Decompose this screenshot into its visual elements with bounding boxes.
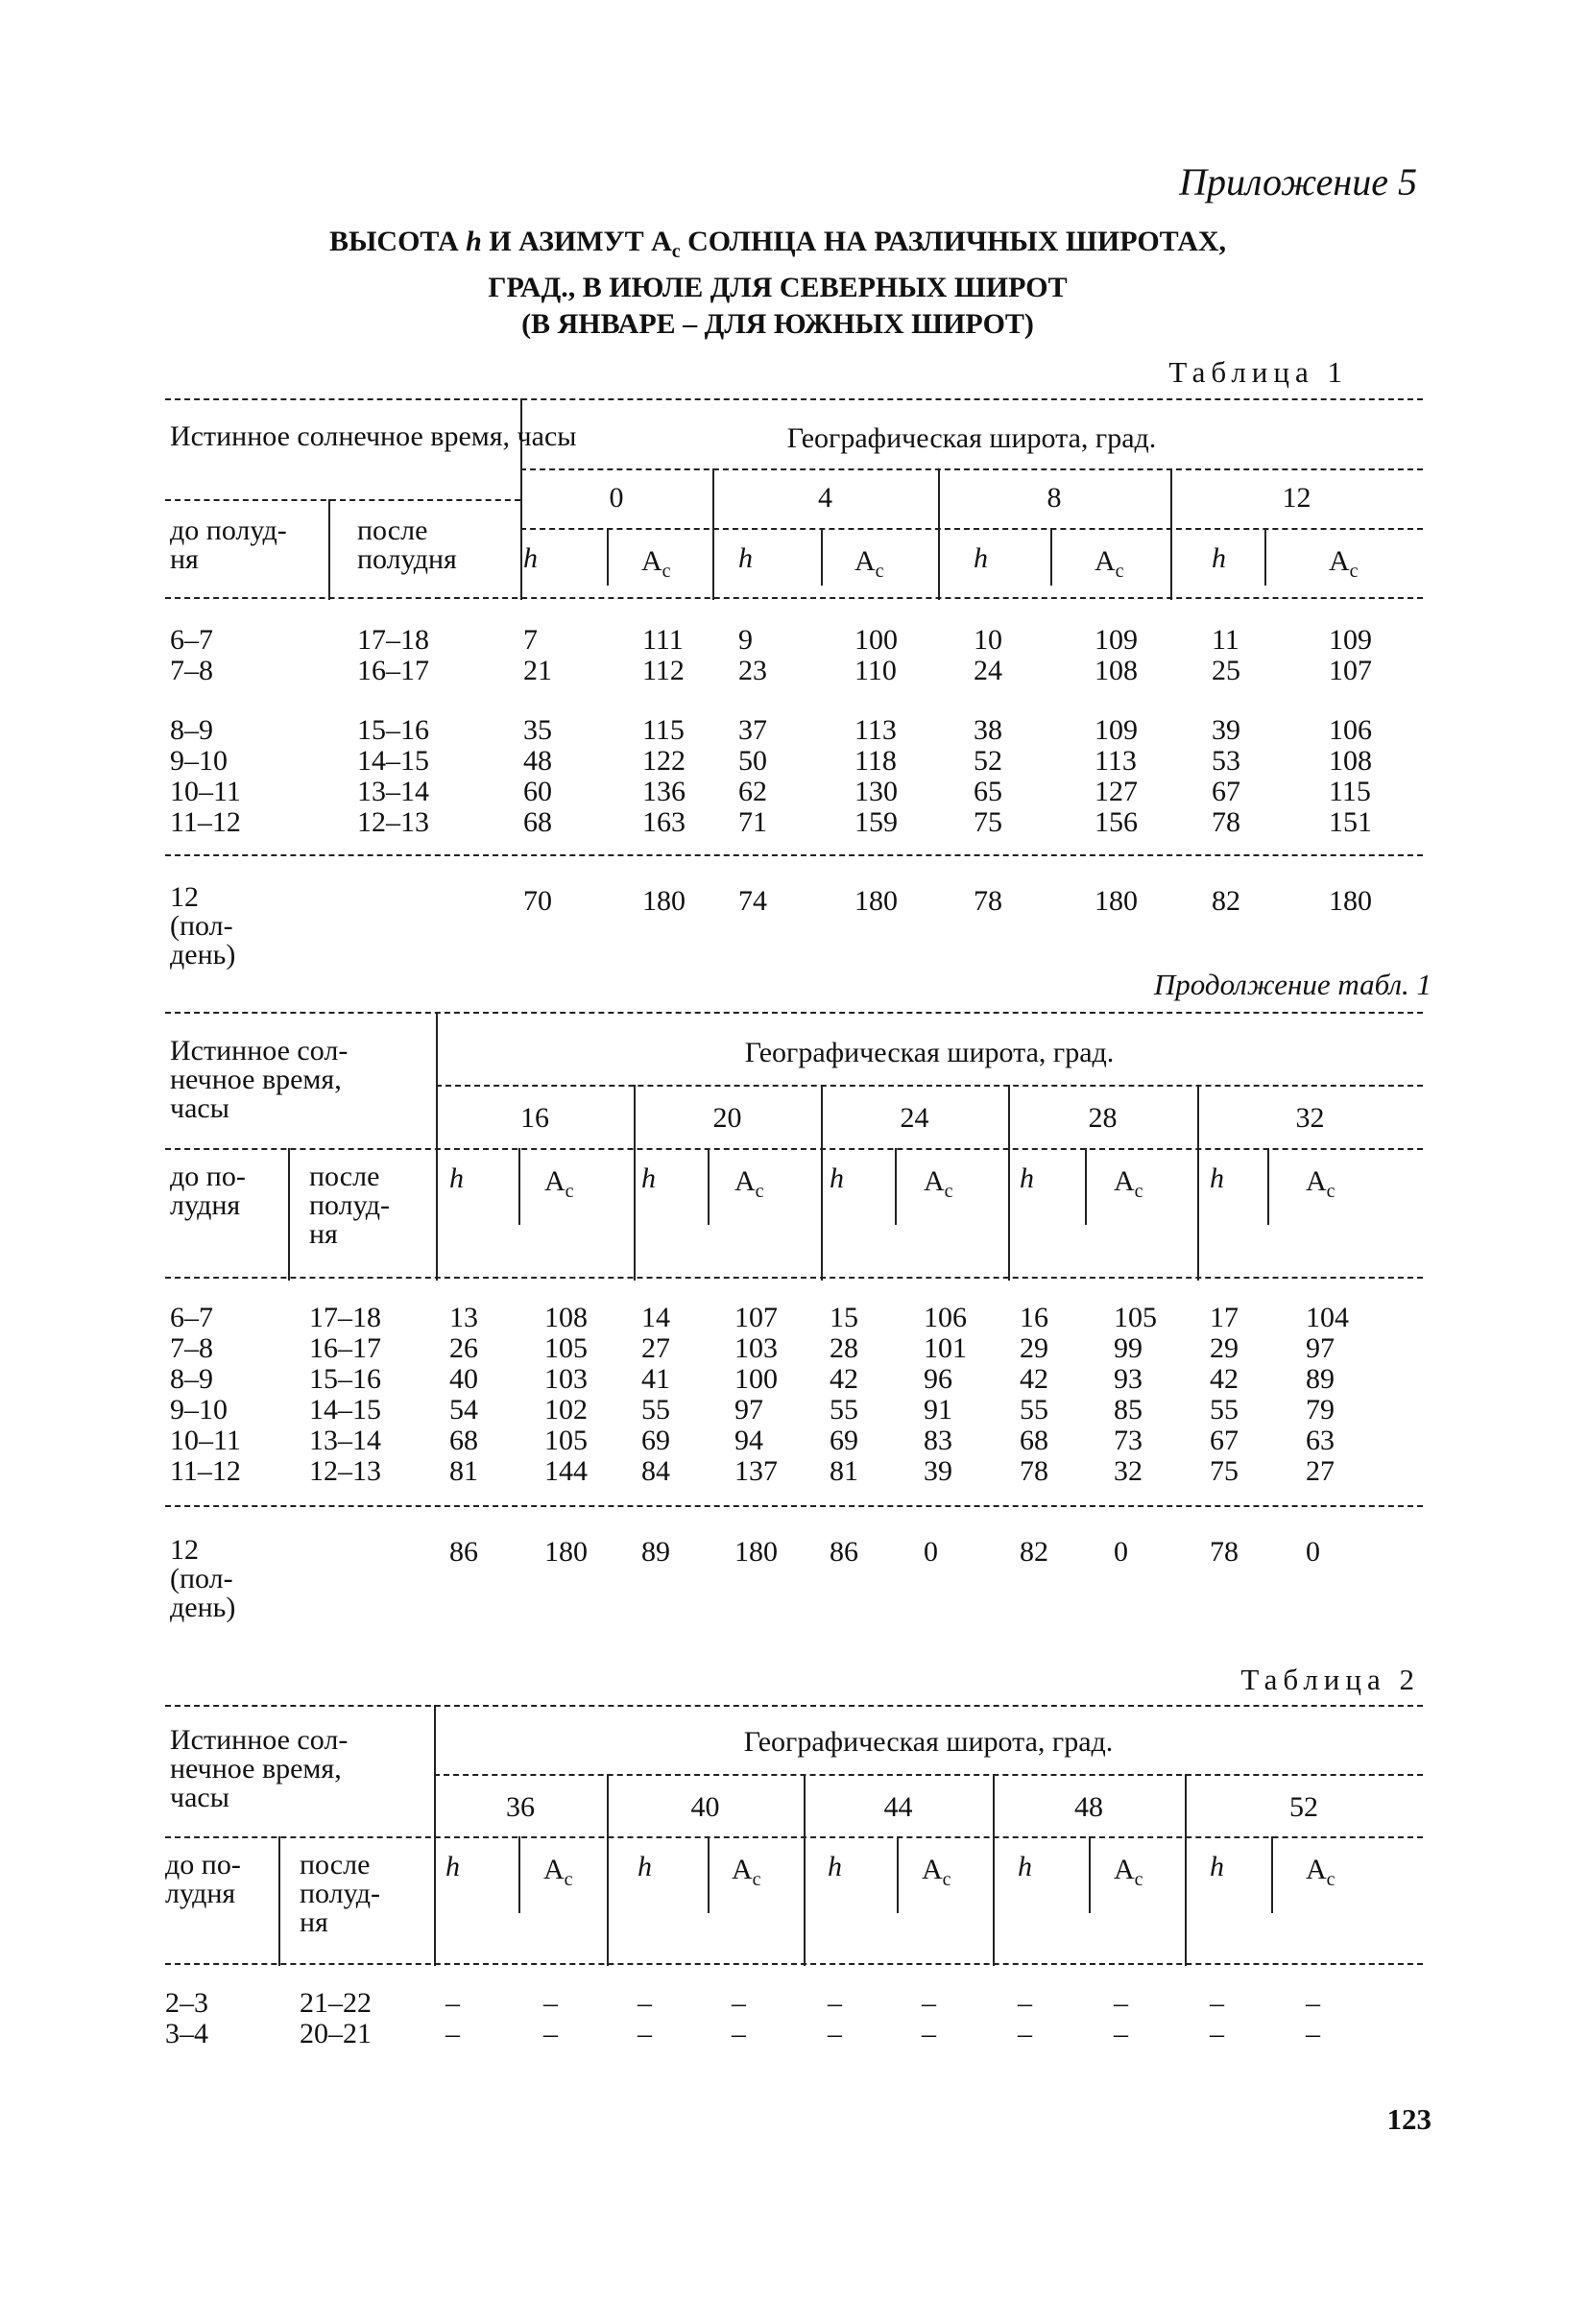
cell-h: 68 <box>449 1425 478 1456</box>
cell-h: – <box>828 2018 842 2049</box>
table1 <box>165 394 1423 989</box>
cell-h: 55 <box>1210 1394 1239 1426</box>
table2-lat-40: 40 <box>690 1791 720 1823</box>
table1-ac-header: $А_с$ <box>854 545 884 582</box>
cell-h: 14 <box>641 1302 670 1333</box>
cell-h: 11 <box>1212 624 1239 656</box>
cell-before-noon: 7–8 <box>170 1332 213 1364</box>
table2-ac-header: $А_с$ <box>732 1854 761 1890</box>
cell-before-noon: 8–9 <box>170 714 213 746</box>
cell-h: – <box>638 1987 652 2019</box>
noon-cell-h: 86 <box>449 1536 478 1568</box>
cell-ac: 105 <box>544 1425 588 1456</box>
table1-h-header: h <box>738 542 753 574</box>
cell-ac: 105 <box>544 1332 588 1364</box>
table1-cont <box>165 1006 1423 1659</box>
cell-ac: 107 <box>734 1302 778 1333</box>
table2-label: Таблица 2 <box>1240 1663 1420 1696</box>
cell-h: 65 <box>974 776 1002 807</box>
page-number: 123 <box>1386 2102 1432 2136</box>
noon-cell-h: 78 <box>974 885 1002 917</box>
cell-ac: – <box>732 1987 746 2019</box>
cell-ac: 103 <box>734 1332 778 1364</box>
cell-ac: 106 <box>924 1302 967 1333</box>
page-title <box>250 224 1306 343</box>
cell-h: 50 <box>738 745 767 777</box>
table1-cont-ac-header: $А_с$ <box>924 1165 953 1202</box>
table2-ac-header: $А_с$ <box>1114 1854 1143 1890</box>
noon-cell-ac: 180 <box>854 885 898 917</box>
cell-ac: 39 <box>924 1455 952 1487</box>
cell-h: 75 <box>974 806 1002 838</box>
cell-before-noon: 10–11 <box>170 776 241 807</box>
cell-before-noon: 9–10 <box>170 1394 228 1426</box>
cell-ac: – <box>543 1987 558 2019</box>
cell-ac: – <box>543 2018 558 2049</box>
cell-h: – <box>1018 2018 1032 2049</box>
cell-ac: 105 <box>1114 1302 1157 1333</box>
cell-h: 81 <box>830 1455 858 1487</box>
table1-ac-header: $А_с$ <box>1329 545 1359 582</box>
cell-ac: 136 <box>642 776 686 807</box>
table1-cont-ac-header: $А_с$ <box>544 1165 574 1202</box>
table2-ac-header: $А_с$ <box>922 1854 951 1890</box>
cell-h: 60 <box>523 776 552 807</box>
noon-cell-ac: 180 <box>544 1536 588 1568</box>
cell-before-noon: 7–8 <box>170 655 213 686</box>
table2-lat-52: 52 <box>1289 1791 1318 1823</box>
noon-cell-h: 89 <box>641 1536 670 1568</box>
title-line-1: ВЫСОТА h И АЗИМУТ $А_с$ СОЛНЦА НА РАЗЛИЧНЫХ ШИРОТАХ, <box>328 226 1227 262</box>
cell-ac: 96 <box>924 1363 952 1395</box>
appendix-label: Приложение 5 <box>1179 160 1417 204</box>
table1-cont-ac-header: $А_с$ <box>1306 1165 1335 1202</box>
table1-lat-0: 0 <box>609 482 624 514</box>
cell-after-noon: 15–16 <box>357 714 429 746</box>
noon-cell-ac: 180 <box>1329 885 1372 917</box>
cell-h: 27 <box>641 1332 670 1364</box>
table2-h-header: h <box>828 1851 842 1882</box>
cell-ac: – <box>1306 1987 1320 2019</box>
table1-lat-8: 8 <box>1047 482 1062 514</box>
cell-ac: – <box>922 1987 936 2019</box>
cell-h: 48 <box>523 745 552 777</box>
noon-cell-h: 86 <box>830 1536 858 1568</box>
cell-h: 10 <box>974 624 1002 656</box>
cell-before-noon: 11–12 <box>170 1455 241 1487</box>
cell-before-noon: 9–10 <box>170 745 228 777</box>
cell-ac: 113 <box>1095 745 1137 777</box>
cell-ac: 127 <box>1095 776 1138 807</box>
cell-ac: 108 <box>544 1302 588 1333</box>
cell-h: 9 <box>738 624 753 656</box>
cell-ac: 79 <box>1306 1394 1335 1426</box>
table2-lat-header: Географическая широта, град. <box>743 1726 1114 1758</box>
table1-cont-lat-header: Географическая широта, град. <box>744 1037 1115 1068</box>
cell-h: 53 <box>1212 745 1240 777</box>
cell-h: 7 <box>523 624 538 656</box>
cell-h: 69 <box>830 1425 858 1456</box>
cell-ac: 32 <box>1114 1455 1143 1487</box>
cell-before-noon: 2–3 <box>165 1987 208 2019</box>
cell-ac: 156 <box>1095 806 1138 838</box>
cell-after-noon: 17–18 <box>357 624 429 656</box>
cell-ac: 110 <box>854 655 897 686</box>
table1-h-header: h <box>1212 542 1226 574</box>
cell-ac: 107 <box>1329 655 1372 686</box>
table2-after-noon-header: после полуд- ня <box>300 1849 380 1938</box>
table2-time-header: Истинное сол- нечное время, часы <box>170 1724 349 1813</box>
cell-before-noon: 6–7 <box>170 624 213 656</box>
noon-cell-ac: 0 <box>924 1536 938 1568</box>
cell-h: 39 <box>1212 714 1240 746</box>
cell-after-noon: 13–14 <box>309 1425 381 1456</box>
cell-h: 54 <box>449 1394 478 1426</box>
cell-ac: 94 <box>734 1425 763 1456</box>
cell-before-noon: 6–7 <box>170 1302 213 1333</box>
table1-cont-lat-24: 24 <box>900 1102 929 1134</box>
table2-h-header: h <box>445 1851 460 1882</box>
table1-ac-header: $А_с$ <box>641 545 671 582</box>
cell-ac: – <box>1114 2018 1128 2049</box>
noon-cell-h: 74 <box>738 885 767 917</box>
cell-h: – <box>1210 1987 1224 2019</box>
cell-h: 84 <box>641 1455 670 1487</box>
cell-ac: – <box>1306 2018 1320 2049</box>
noon-cell-ac: 180 <box>734 1536 778 1568</box>
cell-ac: – <box>1114 1987 1128 2019</box>
cell-after-noon: 14–15 <box>309 1394 381 1426</box>
cell-h: 69 <box>641 1425 670 1456</box>
table1-h-header: h <box>523 542 538 574</box>
noon-cell-h: 78 <box>1210 1536 1239 1568</box>
table2-lat-48: 48 <box>1074 1791 1103 1823</box>
table1-cont-lat-16: 16 <box>520 1102 549 1134</box>
cell-after-noon: 13–14 <box>357 776 429 807</box>
table1-time-header: Истинное солнечное время, часы <box>170 420 577 452</box>
noon-cell-h: 70 <box>523 885 552 917</box>
cell-ac: 115 <box>642 714 685 746</box>
cell-h: 68 <box>1020 1425 1048 1456</box>
cell-after-noon: 16–17 <box>357 655 429 686</box>
cell-before-noon: 11–12 <box>170 806 241 838</box>
cell-after-noon: 12–13 <box>357 806 429 838</box>
table1-cont-h-header: h <box>641 1162 656 1194</box>
cell-h: 67 <box>1210 1425 1239 1456</box>
table1-cont-lat-28: 28 <box>1088 1102 1118 1134</box>
cell-ac: 108 <box>1329 745 1372 777</box>
cell-ac: 137 <box>734 1455 778 1487</box>
table1-lat-header: Географическая широта, град. <box>786 422 1157 454</box>
table2-ac-header: $А_с$ <box>1306 1854 1335 1890</box>
cell-ac: 83 <box>924 1425 952 1456</box>
table1-before-noon-header: до полуд- ня <box>170 515 287 575</box>
cell-ac: 89 <box>1306 1363 1335 1395</box>
cell-h: 21 <box>523 655 552 686</box>
cell-ac: 102 <box>544 1394 588 1426</box>
cell-h: 29 <box>1020 1332 1048 1364</box>
cell-h: – <box>1210 2018 1224 2049</box>
table1-h-header: h <box>974 542 988 574</box>
cell-h: 68 <box>523 806 552 838</box>
cell-ac: 106 <box>1329 714 1372 746</box>
table1-cont-h-header: h <box>1020 1162 1034 1194</box>
cell-h: 41 <box>641 1363 670 1395</box>
cell-ac: 97 <box>1306 1332 1335 1364</box>
cell-ac: 108 <box>1095 655 1138 686</box>
cell-ac: 159 <box>854 806 898 838</box>
cell-before-noon: 10–11 <box>170 1425 241 1456</box>
table2-before-noon-header: до по- лудня <box>165 1849 241 1909</box>
noon-cell-ac: 0 <box>1114 1536 1128 1568</box>
table1-noon-label: 12 (пол- день) <box>170 881 236 970</box>
cell-ac: 151 <box>1329 806 1372 838</box>
cell-ac: 130 <box>854 776 898 807</box>
cell-ac: – <box>732 2018 746 2049</box>
table2-ac-header: $А_с$ <box>543 1854 573 1890</box>
cell-h: 67 <box>1212 776 1240 807</box>
cell-ac: 113 <box>854 714 897 746</box>
cell-after-noon: 16–17 <box>309 1332 381 1364</box>
table1-ac-header: $А_с$ <box>1095 545 1124 582</box>
cell-ac: 104 <box>1306 1302 1349 1333</box>
noon-cell-h: 82 <box>1212 885 1240 917</box>
table1-cont-before-noon-header: до по- лудня <box>170 1161 246 1221</box>
cell-h: – <box>638 2018 652 2049</box>
table1-cont-ac-header: $А_с$ <box>1114 1165 1143 1202</box>
cell-ac: 91 <box>924 1394 952 1426</box>
cell-h: – <box>445 2018 460 2049</box>
cell-h: 35 <box>523 714 552 746</box>
cell-after-noon: 14–15 <box>357 745 429 777</box>
cell-ac: 100 <box>734 1363 778 1395</box>
cell-ac: 122 <box>642 745 686 777</box>
table1-cont-h-header: h <box>1210 1162 1224 1194</box>
cell-ac: 112 <box>642 655 685 686</box>
cell-ac: 163 <box>642 806 686 838</box>
cell-h: 37 <box>738 714 767 746</box>
cell-ac: 111 <box>642 624 684 656</box>
table2-lat-44: 44 <box>883 1791 913 1823</box>
cell-ac: 109 <box>1329 624 1372 656</box>
table1-cont-lat-32: 32 <box>1295 1102 1325 1134</box>
cell-h: 62 <box>738 776 767 807</box>
cell-ac: 93 <box>1114 1363 1143 1395</box>
cell-h: 78 <box>1212 806 1240 838</box>
table1-lat-12: 12 <box>1282 482 1311 514</box>
cell-after-noon: 15–16 <box>309 1363 381 1395</box>
cell-ac: 73 <box>1114 1425 1143 1456</box>
table1-cont-ac-header: $А_с$ <box>734 1165 764 1202</box>
table2-h-header: h <box>638 1851 652 1882</box>
table2-h-header: h <box>1210 1851 1224 1882</box>
cell-ac: 109 <box>1095 714 1138 746</box>
table1-cont-h-header: h <box>449 1162 464 1194</box>
cell-h: 81 <box>449 1455 478 1487</box>
cell-h: 26 <box>449 1332 478 1364</box>
cell-before-noon: 8–9 <box>170 1363 213 1395</box>
cell-ac: – <box>922 2018 936 2049</box>
cell-ac: 85 <box>1114 1394 1143 1426</box>
cell-ac: 118 <box>854 745 897 777</box>
cell-h: 24 <box>974 655 1002 686</box>
cell-h: 16 <box>1020 1302 1048 1333</box>
table1-lat-4: 4 <box>818 482 832 514</box>
cell-h: 52 <box>974 745 1002 777</box>
cell-h: 42 <box>1210 1363 1239 1395</box>
cell-ac: 109 <box>1095 624 1138 656</box>
cell-ac: 97 <box>734 1394 763 1426</box>
cell-ac: 100 <box>854 624 898 656</box>
cell-after-noon: 17–18 <box>309 1302 381 1333</box>
cell-h: – <box>828 1987 842 2019</box>
cell-h: 17 <box>1210 1302 1239 1333</box>
cell-h: 71 <box>738 806 767 838</box>
cell-after-noon: 21–22 <box>300 1987 372 2019</box>
cell-h: 13 <box>449 1302 478 1333</box>
table1-cont-noon-label: 12 (пол- день) <box>170 1534 236 1623</box>
cell-after-noon: 12–13 <box>309 1455 381 1487</box>
cell-ac: 101 <box>924 1332 967 1364</box>
table1-cont-lat-20: 20 <box>712 1102 742 1134</box>
noon-cell-ac: 180 <box>1095 885 1138 917</box>
noon-cell-ac: 180 <box>642 885 686 917</box>
cell-h: 15 <box>830 1302 858 1333</box>
cell-after-noon: 20–21 <box>300 2018 372 2049</box>
table1-cont-label: Продолжение табл. 1 <box>1153 968 1432 1001</box>
cell-h: 28 <box>830 1332 858 1364</box>
cell-h: 40 <box>449 1363 478 1395</box>
table2 <box>165 1699 1423 2064</box>
cell-h: – <box>445 1987 460 2019</box>
table1-cont-h-header: h <box>830 1162 844 1194</box>
table1-label: Таблица 1 <box>1168 355 1348 389</box>
cell-ac: 27 <box>1306 1455 1335 1487</box>
cell-ac: 115 <box>1329 776 1371 807</box>
noon-cell-ac: 0 <box>1306 1536 1320 1568</box>
table1-cont-after-noon-header: после полуд- ня <box>309 1161 390 1250</box>
noon-cell-h: 82 <box>1020 1536 1048 1568</box>
title-line-2: ГРАД., В ИЮЛЕ ДЛЯ СЕВЕРНЫХ ШИРОТ <box>488 272 1068 303</box>
cell-h: 78 <box>1020 1455 1048 1487</box>
cell-h: 25 <box>1212 655 1240 686</box>
cell-h: 75 <box>1210 1455 1239 1487</box>
table2-h-header: h <box>1018 1851 1032 1882</box>
cell-ac: 144 <box>544 1455 588 1487</box>
cell-before-noon: 3–4 <box>165 2018 208 2049</box>
cell-h: – <box>1018 1987 1032 2019</box>
cell-h: 38 <box>974 714 1002 746</box>
cell-ac: 99 <box>1114 1332 1143 1364</box>
cell-h: 29 <box>1210 1332 1239 1364</box>
cell-ac: 103 <box>544 1363 588 1395</box>
table2-lat-36: 36 <box>506 1791 535 1823</box>
cell-h: 55 <box>830 1394 858 1426</box>
cell-h: 42 <box>830 1363 858 1395</box>
cell-ac: 63 <box>1306 1425 1335 1456</box>
cell-h: 23 <box>738 655 767 686</box>
title-line-3: (В ЯНВАРЕ – ДЛЯ ЮЖНЫХ ШИРОТ) <box>521 308 1034 340</box>
cell-h: 55 <box>641 1394 670 1426</box>
table1-after-noon-header: после полудня <box>357 515 457 575</box>
cell-h: 42 <box>1020 1363 1048 1395</box>
table1-cont-time-header: Истинное сол- нечное время, часы <box>170 1035 349 1124</box>
cell-h: 55 <box>1020 1394 1048 1426</box>
